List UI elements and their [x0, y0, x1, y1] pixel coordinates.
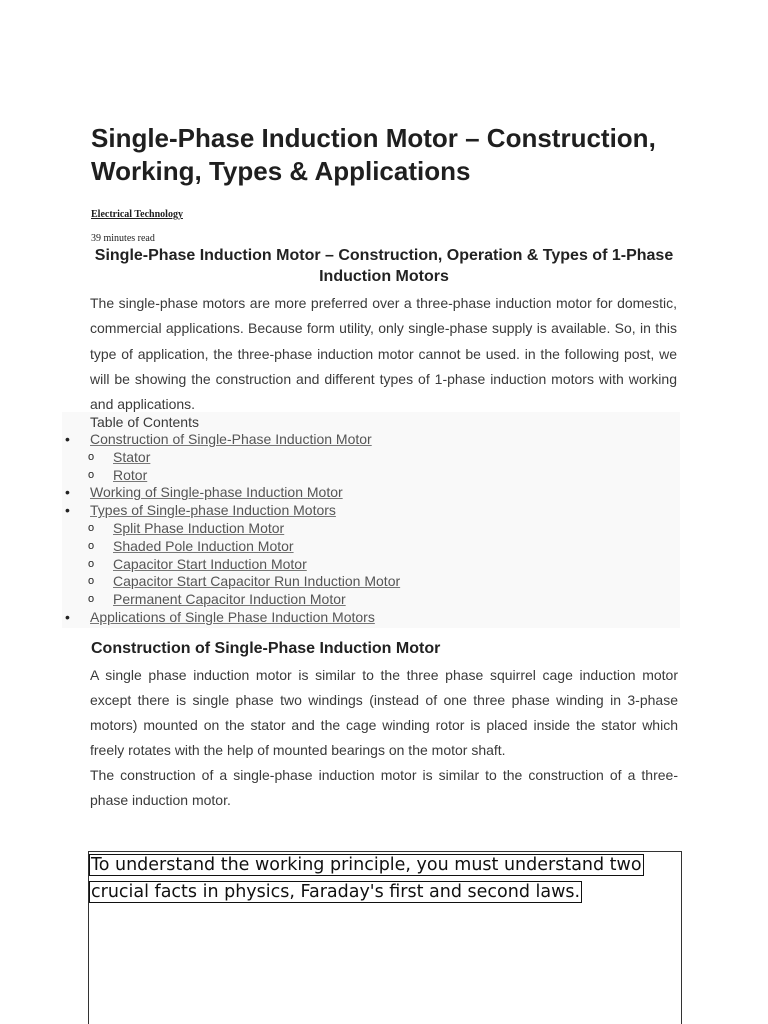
toc-link-capacitor-start[interactable]: Capacitor Start Induction Motor: [113, 555, 307, 572]
table-of-contents: [62, 412, 680, 628]
circle-bullet-icon: o: [88, 557, 95, 570]
toc-item: [62, 573, 680, 591]
toc-title: Table of Contents: [90, 414, 199, 430]
read-time: 39 minutes read: [91, 233, 155, 244]
toc-link-applications[interactable]: Applications of Single Phase Induction Motors: [90, 608, 375, 625]
callout-highlight: To understand the working principle, you must understand two crucial facts in physics, Faraday's first and second laws.: [91, 855, 642, 902]
toc-item: [62, 538, 680, 556]
toc-link-split-phase[interactable]: Split Phase Induction Motor: [113, 519, 285, 536]
circle-bullet-icon: o: [88, 575, 95, 588]
circle-bullet-icon: o: [88, 521, 95, 534]
circle-bullet-icon: o: [88, 539, 95, 552]
construction-body: [90, 663, 678, 814]
toc-item: [62, 609, 680, 627]
toc-link-permanent-capacitor[interactable]: Permanent Capacitor Induction Motor: [113, 591, 346, 608]
toc-link-rotor[interactable]: Rotor: [113, 466, 148, 483]
bullet-icon: •: [65, 502, 70, 519]
section-heading-construction: Construction of Single-Phase Induction Motor: [91, 640, 441, 657]
article-title: Single-Phase Induction Motor – Construction, Working, Types & Applications: [91, 123, 656, 186]
toc-link-shaded-pole[interactable]: Shaded Pole Induction Motor: [113, 537, 294, 554]
article-subtitle: Single-Phase Induction Motor – Construction, Operation & Types of 1-Phase Induction Motors: [94, 247, 674, 285]
intro-paragraph: The single-phase motors are more preferred over a three-phase induction motor for domestic, commercial applications. Because form utility, only single-phase supply is available. So, in this type of application, the three-phase induction motor cannot be used. in the following post, we will be showing the construction and different types of 1-phase induction motors with working and applications.: [90, 295, 677, 413]
toc-item: [62, 484, 680, 502]
construction-paragraph-1: A single phase induction motor is similar to the three phase squirrel cage induction motor except there is single phase two windings (instead of one three phase winding in 3-phase motors) mounted on the stator and the cage winding rotor is placed inside the stator which freely rotates with the help of mounted bearings on the motor shaft.: [90, 667, 678, 759]
toc-item: [62, 431, 680, 449]
bullet-icon: •: [65, 484, 70, 501]
circle-bullet-icon: o: [88, 450, 95, 463]
circle-bullet-icon: o: [88, 593, 95, 606]
toc-item: [62, 556, 680, 574]
circle-bullet-icon: o: [88, 468, 95, 481]
toc-item: [62, 502, 680, 520]
toc-list: [62, 431, 680, 627]
toc-link-working[interactable]: Working of Single-phase Induction Motor: [90, 484, 343, 501]
toc-item: [62, 449, 680, 467]
toc-link-types[interactable]: Types of Single-phase Induction Motors: [90, 502, 336, 519]
construction-paragraph-2: The construction of a single-phase induction motor is similar to the construction of a three-phase induction motor.: [90, 767, 678, 809]
toc-link-capacitor-start-run[interactable]: Capacitor Start Capacitor Run Induction Motor: [113, 573, 401, 590]
callout-text: [89, 852, 681, 906]
toc-item: [62, 467, 680, 485]
bullet-icon: •: [65, 431, 70, 447]
category-link[interactable]: Electrical Technology: [91, 209, 183, 220]
toc-item: [62, 591, 680, 609]
callout-box: [88, 851, 682, 1024]
toc-item: [62, 520, 680, 538]
toc-link-stator[interactable]: Stator: [113, 448, 151, 465]
toc-link-construction[interactable]: Construction of Single-Phase Induction Motor: [90, 431, 372, 447]
bullet-icon: •: [65, 608, 70, 625]
